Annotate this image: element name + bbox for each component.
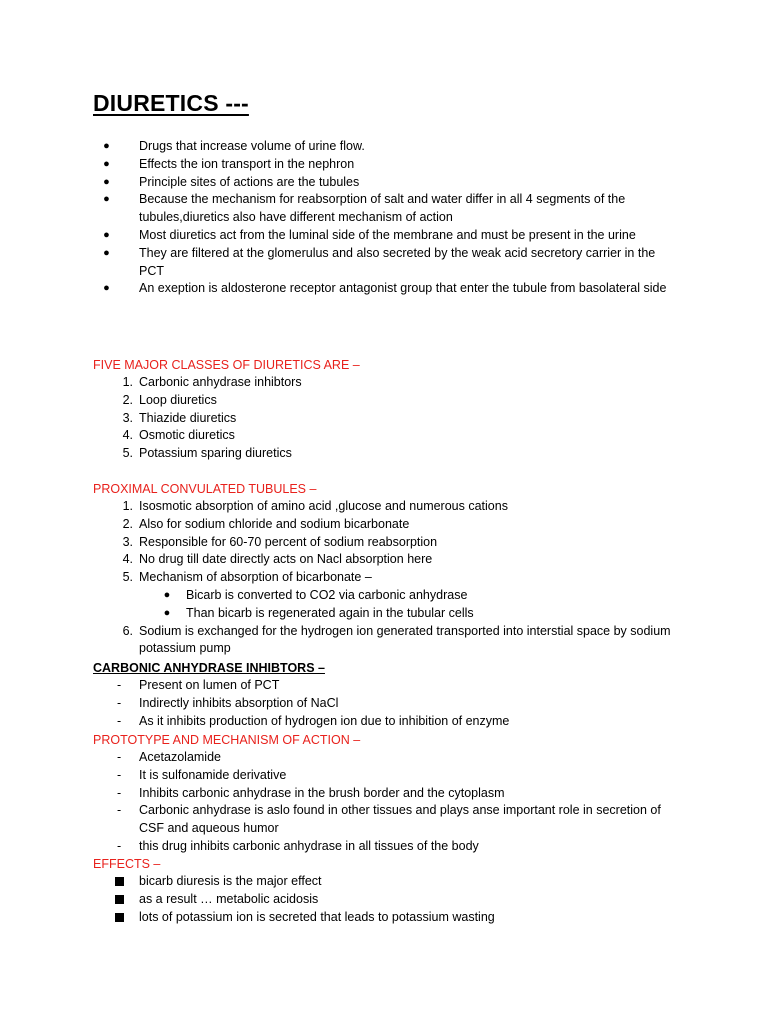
square-bullet-icon (115, 877, 124, 886)
list-item: 5. Potassium sparing diuretics (122, 446, 292, 461)
list-item: 1. Carbonic anhydrase inhibtors (122, 375, 302, 389)
list-item: 5. Mechanism of absorption of bicarbonate – (122, 570, 372, 585)
list-item: ● They are filtered at the glomerulus and also secreted by the weak acid secretory carrier in the PCT (93, 245, 683, 281)
page-title: DIURETICS --- (93, 90, 249, 116)
list-item: 2. Also for sodium chloride and sodium bicarbonate (122, 516, 410, 531)
bullet-icon: ● (163, 606, 171, 619)
list-item: - It is sulfonamide derivative (93, 767, 683, 785)
intro-list (93, 138, 683, 298)
list-item: - Acetazolamide (93, 749, 683, 767)
cai-section (93, 659, 683, 730)
dash-marker: - (117, 750, 122, 764)
square-bullet-icon (115, 913, 124, 922)
list-item: ● Drugs that increase volume of urine flow. (93, 138, 683, 156)
classes-section (93, 356, 683, 463)
section-heading-pct: PROXIMAL CONVULATED TUBULES – (93, 482, 317, 496)
list-item: as a result … metabolic acidosis (93, 891, 683, 909)
bullet-icon: ● (103, 175, 110, 188)
list-item: ● Bicarb is converted to CO2 via carbonic anhydrase (93, 587, 683, 605)
list-item: - Present on lumen of PCT (93, 677, 683, 695)
prototype-section (93, 731, 683, 856)
list-item: - this drug inhibits carbonic anhydrase in all tissues of the body (93, 838, 683, 856)
dash-marker: - (117, 678, 122, 692)
effects-section (93, 855, 683, 926)
list-item: 3. Responsible for 60-70 percent of sodium reabsorption (122, 534, 438, 549)
dash-marker: - (117, 767, 122, 782)
dash-marker: - (117, 838, 122, 853)
list-item: - Indirectly inhibits absorption of NaCl (93, 695, 683, 713)
list-item: - Carbonic anhydrase is aslo found in other tissues and plays anse important role in secretion of CSF and aqueous humor (117, 803, 661, 836)
list-item: 6. Sodium is exchanged for the hydrogen ion generated transported into interstial space by sodium potassium pump (122, 623, 671, 656)
bullet-icon: ● (103, 157, 110, 170)
section-heading-effects: EFFECTS – (93, 857, 161, 871)
pct-section (93, 480, 683, 658)
list-item: - Inhibits carbonic anhydrase in the brush border and the cytoplasm (93, 785, 683, 803)
bullet-icon: ● (103, 282, 110, 295)
list-item: bicarb diuresis is the major effect (93, 873, 683, 891)
dash-marker: - (117, 785, 122, 800)
dash-marker: - (117, 803, 122, 818)
list-item: ● Effects the ion transport in the nephron (93, 156, 683, 174)
list-item: ● An exeption is aldosterone receptor antagonist group that enter the tubule from basolateral side (93, 280, 683, 298)
section-heading-classes: FIVE MAJOR CLASSES OF DIURETICS ARE – (93, 358, 360, 372)
section-heading-cai: CARBONIC ANHYDRASE INHIBTORS – (93, 661, 325, 675)
bullet-icon: ● (103, 193, 110, 206)
list-item: 4. Osmotic diuretics (122, 428, 235, 443)
dash-marker: - (117, 695, 122, 710)
list-item: 3. Thiazide diuretics (122, 410, 237, 425)
list-item: ● Because the mechanism for reabsorption of salt and water differ in all 4 segments of the tubules,diuretics also have different mechanism of action (93, 191, 683, 227)
square-bullet-icon (115, 895, 124, 904)
bullet-icon: ● (103, 140, 110, 152)
list-item: - As it inhibits production of hydrogen ion due to inhibition of enzyme (93, 713, 683, 731)
list-item: 1. Isosmotic absorption of amino acid ,glucose and numerous cations (122, 499, 508, 513)
list-item: lots of potassium ion is secreted that leads to potassium wasting (93, 909, 683, 927)
list-item: ● Principle sites of actions are the tubules (93, 174, 683, 192)
bullet-icon: ● (103, 246, 110, 259)
section-heading-prototype: PROTOTYPE AND MECHANISM OF ACTION – (93, 733, 361, 747)
dash-marker: - (117, 713, 122, 728)
list-item: 4. No drug till date directly acts on Nacl absorption here (122, 552, 433, 567)
list-item: 2. Loop diuretics (122, 392, 217, 407)
list-item: ● Than bicarb is regenerated again in the tubular cells (93, 605, 683, 623)
bullet-icon: ● (103, 228, 110, 241)
sub-list (93, 587, 683, 623)
bullet-icon: ● (163, 588, 171, 601)
list-item: ● Most diuretics act from the luminal side of the membrane and must be present in the urine (93, 227, 683, 245)
